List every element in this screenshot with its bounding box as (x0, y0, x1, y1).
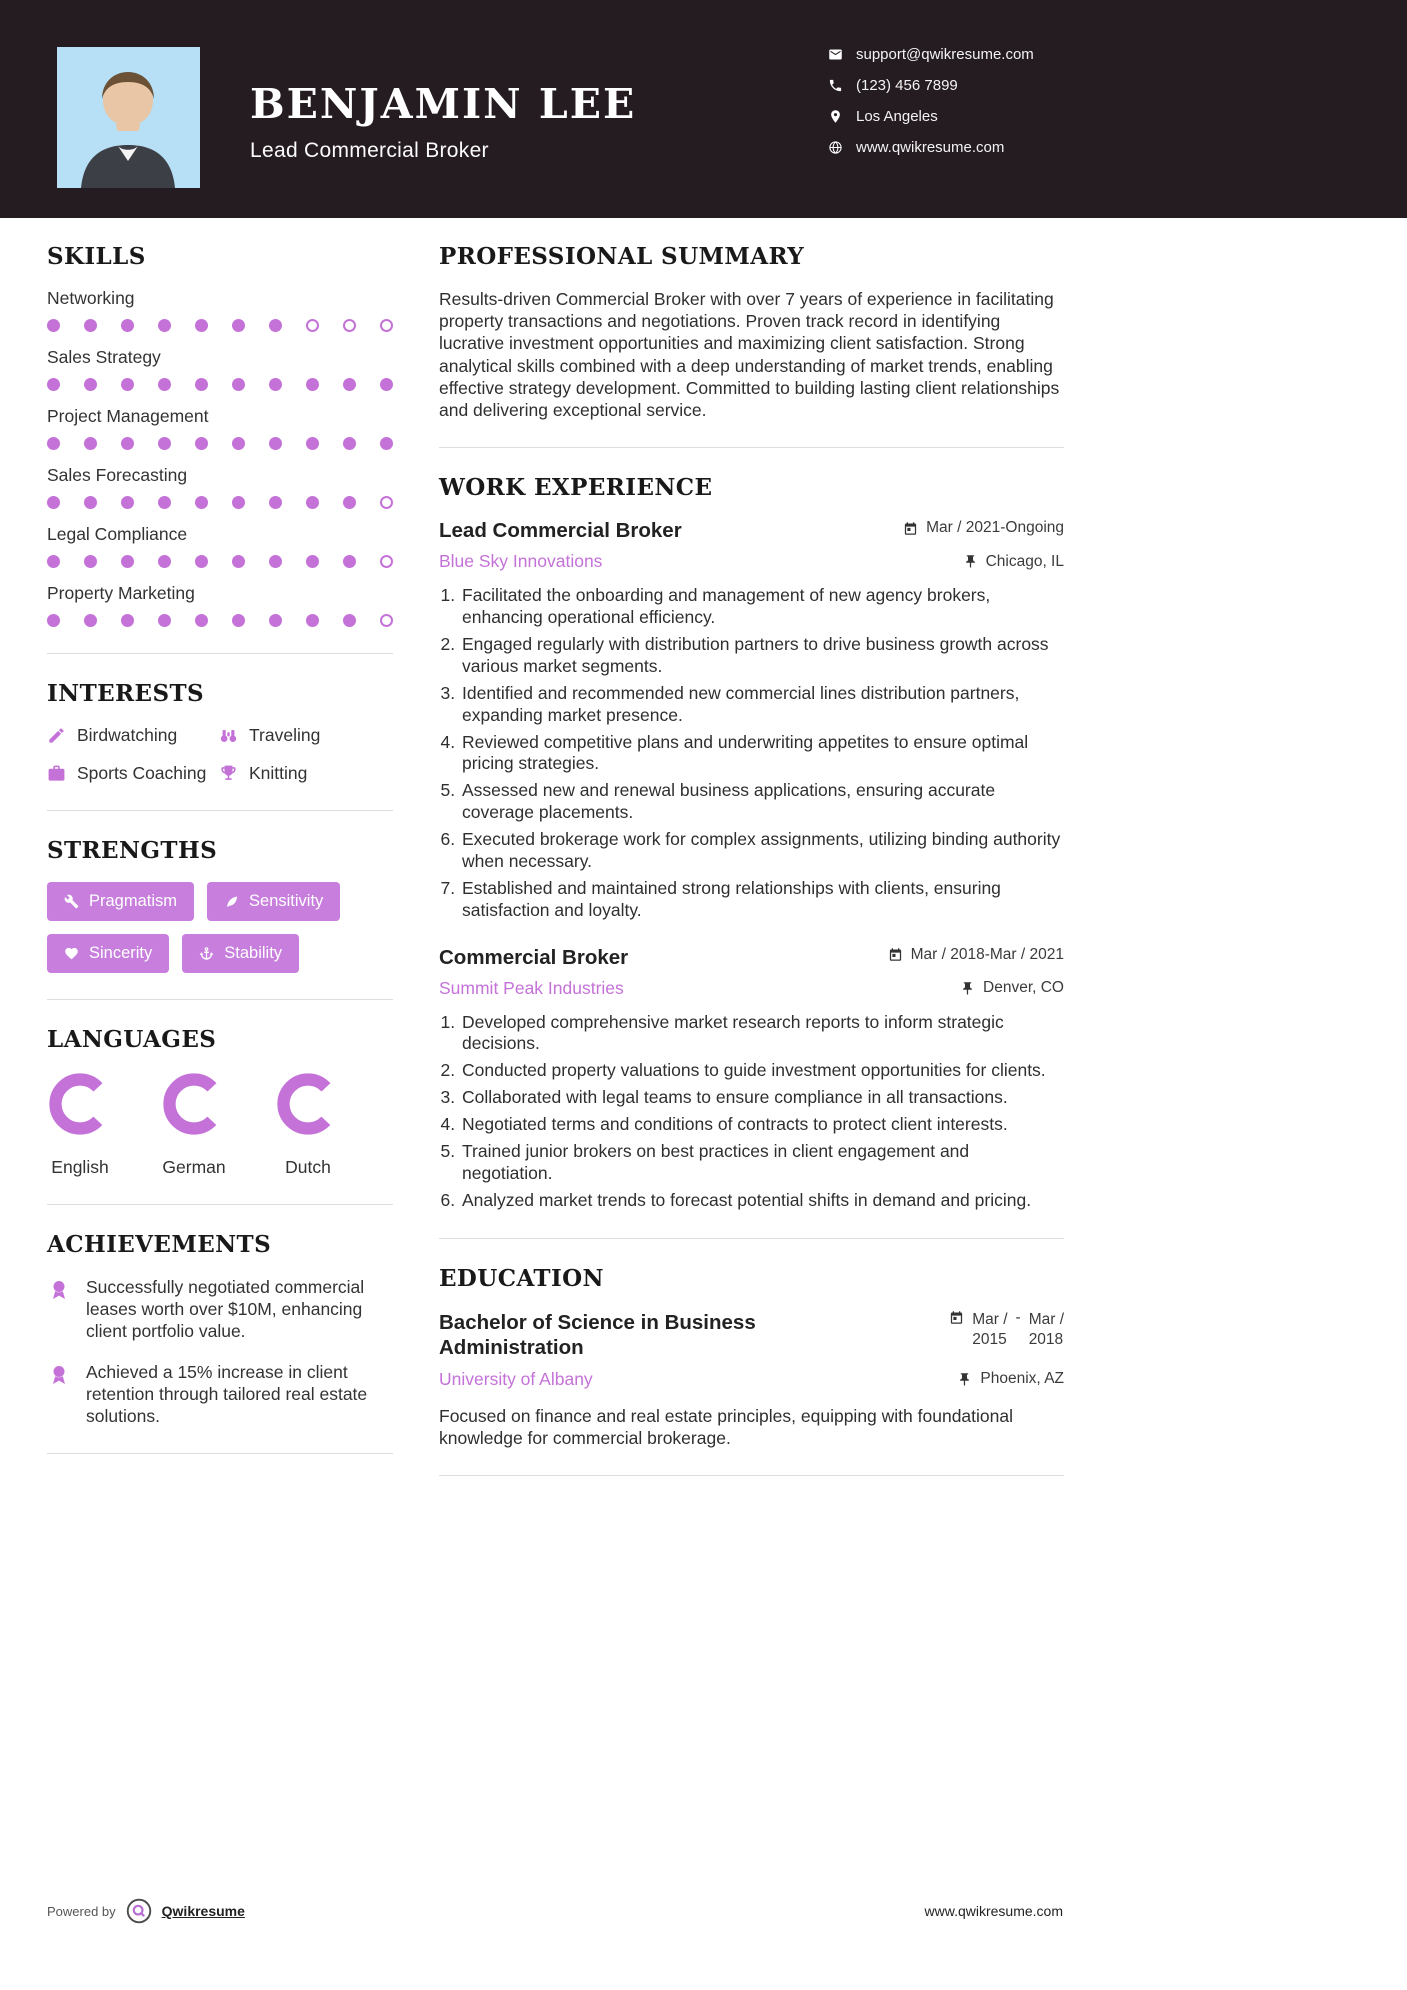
qwikresume-logo-icon (126, 1898, 152, 1924)
contact-text: (123) 456 7899 (856, 77, 958, 94)
skill-dot (121, 378, 134, 391)
experience-section (439, 474, 1064, 1211)
skill-item (47, 465, 393, 509)
strength-badge (47, 934, 169, 973)
skill-dot (158, 437, 171, 450)
achievement-text: Achieved a 15% increase in client retention through tailored real estate solutions. (86, 1361, 368, 1427)
achievements-section (47, 1231, 393, 1427)
contact-text: support@qwikresume.com (856, 46, 1034, 63)
interest-item (219, 725, 393, 746)
job-location (960, 979, 1064, 997)
heart-icon (64, 946, 79, 961)
job-company: Blue Sky Innovations (439, 551, 603, 572)
trophy-icon (219, 764, 238, 783)
language-label: German (162, 1157, 226, 1177)
mail-icon (828, 47, 843, 62)
skill-dot (232, 319, 245, 332)
skill-dot (195, 555, 208, 568)
job-title: Commercial Broker (439, 945, 629, 969)
interests-list (47, 725, 393, 784)
leaf-icon (224, 894, 239, 909)
language-arc-icon (275, 1071, 341, 1142)
name-block (250, 80, 636, 163)
date-line: Mar / (972, 1310, 1008, 1328)
skill-label: Sales Strategy (47, 347, 161, 367)
skill-dot (84, 437, 97, 450)
skill-dot (47, 555, 60, 568)
education-location-text: Phoenix, AZ (980, 1370, 1064, 1388)
languages-list (47, 1071, 393, 1178)
profile-photo (57, 47, 200, 188)
skill-item (47, 406, 393, 450)
skill-dot (232, 378, 245, 391)
skill-dot (121, 319, 134, 332)
contact-row (828, 108, 1034, 125)
right-column (439, 243, 1064, 1502)
job-bullet: 4. Negotiated terms and conditions of contracts to protect client interests. (460, 1114, 1064, 1136)
skill-dot (84, 496, 97, 509)
skill-rating (47, 378, 393, 391)
job-bullet: 1. Facilitated the onboarding and management of new agency brokers, enhancing operational efficiency. (460, 585, 1064, 629)
divider (47, 653, 393, 654)
skill-dot (121, 555, 134, 568)
anchor-icon (199, 946, 214, 961)
job-company: Summit Peak Industries (439, 977, 624, 998)
strength-label: Sensitivity (249, 892, 324, 910)
phone-icon (828, 78, 843, 93)
achievements-list (47, 1276, 393, 1427)
binoculars-icon (219, 726, 238, 745)
interest-item (219, 763, 393, 784)
contact-row (828, 139, 1034, 156)
medal-icon (47, 1278, 71, 1302)
job-date-text: Mar / 2018-Mar / 2021 (910, 945, 1064, 963)
job-bullet: 7. Established and maintained strong relationships with clients, ensuring satisfaction and loyalty. (460, 878, 1064, 922)
job-bullet: 2. Conducted property valuations to guide investment opportunities for clients. (460, 1060, 1064, 1082)
skill-dot (306, 496, 319, 509)
strengths-list (47, 882, 352, 973)
skill-rating (47, 555, 393, 568)
job-bullet: 1. Developed comprehensive market research reports to inform strategic decisions. (460, 1012, 1064, 1056)
job-date (888, 946, 1064, 964)
skill-dot (84, 614, 97, 627)
skill-dot (306, 378, 319, 391)
skill-dot (121, 614, 134, 627)
skill-dot (380, 437, 393, 450)
job-bullet: 4. Reviewed competitive plans and underwriting appetites to ensure optimal pricing strategies. (460, 732, 1064, 776)
calendar-icon (949, 1310, 964, 1325)
skill-dot (343, 555, 356, 568)
job-bullet: 6. Executed brokerage work for complex assignments, utilizing binding authority when necessary. (460, 829, 1064, 873)
job-sub (439, 551, 1064, 572)
skill-dot (380, 378, 393, 391)
job-bullet: 6. Analyzed market trends to forecast potential shifts in demand and pricing. (460, 1190, 1064, 1212)
language-arc-icon (47, 1071, 113, 1142)
job-bullet: 3. Collaborated with legal teams to ensure compliance in all transactions. (460, 1087, 1064, 1109)
skill-dot (84, 555, 97, 568)
job-entry (439, 519, 1064, 921)
job-bullets (439, 585, 1064, 921)
skill-item (47, 583, 393, 627)
language-label: Dutch (285, 1157, 331, 1177)
skill-dot (380, 319, 393, 332)
divider (439, 1238, 1064, 1239)
skill-dot (343, 437, 356, 450)
left-column (47, 243, 393, 1480)
achievements-heading: ACHIEVEMENTS (47, 1231, 272, 1258)
languages-section (47, 1026, 393, 1178)
skill-dot (343, 319, 356, 332)
languages-heading: LANGUAGES (47, 1026, 217, 1053)
date-line: 2018 (1028, 1330, 1064, 1348)
skill-label: Legal Compliance (47, 524, 188, 544)
skills-list (47, 288, 393, 627)
job-bullet: 2. Engaged regularly with distribution partners to drive business growth across various market segments. (460, 634, 1064, 678)
achievement-item (47, 1361, 393, 1428)
language-arc-icon (161, 1071, 227, 1142)
person-illustration (57, 47, 200, 188)
skill-item (47, 347, 393, 391)
language-item (161, 1071, 227, 1178)
pin-icon (960, 981, 975, 996)
job-bullet: 3. Identified and recommended new commercial lines distribution partners, expanding market presence. (460, 683, 1064, 727)
contact-row (828, 77, 1034, 94)
skill-dot (195, 496, 208, 509)
education-date-part (972, 1310, 1007, 1350)
header (0, 0, 1407, 218)
person-name: BENJAMIN LEE (250, 80, 637, 128)
powered-by-text: Powered by (47, 1903, 116, 1919)
education-head (439, 1310, 1064, 1361)
education-date-part (1029, 1310, 1064, 1350)
divider (47, 999, 393, 1000)
education-heading: EDUCATION (439, 1264, 604, 1292)
divider (47, 1453, 393, 1454)
contact-row (828, 46, 1034, 63)
skill-label: Sales Forecasting (47, 465, 188, 485)
strength-label: Stability (224, 944, 283, 962)
qwikresume-link[interactable]: Qwikresume (161, 1903, 245, 1919)
skill-dot (306, 319, 319, 332)
skill-rating (47, 437, 393, 450)
skill-dot (269, 614, 282, 627)
skill-dot (269, 378, 282, 391)
date-line: 2015 (972, 1330, 1007, 1348)
job-head (439, 519, 1064, 543)
skill-item (47, 524, 393, 568)
powered-by (47, 1898, 245, 1924)
skill-dot (158, 378, 171, 391)
education-description: Focused on finance and real estate principles, equipping with foundational knowledge for commercial brokerage. (439, 1405, 1013, 1449)
skill-rating (47, 319, 393, 332)
interest-label: Knitting (249, 763, 308, 783)
skill-dot (306, 555, 319, 568)
skill-dot (232, 555, 245, 568)
wrench-icon (64, 894, 79, 909)
language-item (275, 1071, 341, 1178)
pin-icon (957, 1372, 972, 1387)
calendar-icon (903, 521, 918, 536)
job-bullet: 5. Trained junior brokers on best practices in client engagement and negotiation. (460, 1141, 1064, 1185)
language-item (47, 1071, 113, 1178)
skill-dot (306, 437, 319, 450)
interests-section (47, 680, 393, 784)
job-date-text: Mar / 2021-Ongoing (926, 519, 1064, 537)
skills-heading: SKILLS (47, 243, 146, 270)
job-location-text: Denver, CO (983, 979, 1064, 997)
interest-label: Birdwatching (77, 725, 178, 745)
summary-text: Results-driven Commercial Broker with over 7 years of experience in facilitating property transactions and negotiations. Proven track record in identifying lucrative investment opportunities and maximizing client satisfaction. Strong analytical skills combined with a deep understanding of market trends, enabling effective strategy development. Committed to building lasting client relationships and delivering exceptional service. (439, 289, 1060, 421)
skill-dot (269, 496, 282, 509)
achievement-item (47, 1276, 393, 1343)
strength-badge (182, 934, 299, 973)
skill-label: Property Marketing (47, 583, 195, 603)
person-title: Lead Commercial Broker (250, 139, 489, 162)
skill-dot (158, 319, 171, 332)
divider (439, 1475, 1064, 1476)
skill-dot (47, 378, 60, 391)
bag-icon (47, 764, 66, 783)
job-location-text: Chicago, IL (985, 552, 1064, 570)
strength-label: Pragmatism (89, 892, 178, 910)
skill-rating (47, 496, 393, 509)
school-name: University of Albany (439, 1368, 593, 1389)
skill-dot (232, 614, 245, 627)
degree-title: Bachelor of Science in Business Administration (439, 1310, 756, 1360)
calendar-icon (888, 947, 903, 962)
job-location (963, 553, 1064, 571)
skill-dot (232, 437, 245, 450)
skill-dot (343, 496, 356, 509)
date-separator: - (1015, 1308, 1021, 1326)
interests-heading: INTERESTS (47, 680, 205, 707)
job-date (903, 519, 1064, 537)
footer (47, 1898, 1063, 1924)
skill-dot (84, 319, 97, 332)
footer-website: www.qwikresume.com (924, 1903, 1063, 1919)
strength-label: Sincerity (89, 944, 153, 962)
skill-dot (47, 319, 60, 332)
skill-dot (158, 614, 171, 627)
skill-dot (380, 614, 393, 627)
strength-badge (207, 882, 340, 921)
pen-icon (47, 726, 66, 745)
skill-dot (47, 437, 60, 450)
interest-label: Sports Coaching (77, 763, 207, 783)
skills-section (47, 243, 393, 627)
skill-dot (195, 319, 208, 332)
skill-dot (121, 496, 134, 509)
medal-icon (47, 1363, 71, 1387)
skill-dot (158, 555, 171, 568)
globe-icon (828, 140, 843, 155)
skill-dot (380, 555, 393, 568)
job-head (439, 946, 1064, 970)
divider (439, 447, 1064, 448)
education-location (957, 1370, 1064, 1388)
skill-dot (380, 496, 393, 509)
summary-section (439, 243, 1064, 421)
interest-item (47, 725, 219, 746)
achievement-text: Successfully negotiated commercial leases worth over $10M, enhancing client portfolio value. (86, 1277, 365, 1342)
skill-item (47, 288, 393, 332)
interest-item (47, 763, 219, 784)
skill-label: Project Management (47, 406, 209, 426)
experience-heading: WORK EXPERIENCE (439, 474, 713, 502)
contact-text: www.qwikresume.com (856, 139, 1005, 156)
job-sub (439, 978, 1064, 999)
skill-dot (343, 378, 356, 391)
education-date (949, 1310, 1064, 1350)
skill-dot (84, 378, 97, 391)
summary-heading: PROFESSIONAL SUMMARY (439, 243, 805, 270)
divider (47, 1204, 393, 1205)
skill-dot (121, 437, 134, 450)
divider (47, 810, 393, 811)
strengths-section (47, 837, 393, 973)
language-label: English (51, 1157, 109, 1177)
skill-dot (269, 437, 282, 450)
job-title: Lead Commercial Broker (439, 519, 682, 543)
job-entry (439, 946, 1064, 1212)
skill-dot (195, 614, 208, 627)
skill-label: Networking (47, 288, 135, 308)
pin-icon (963, 554, 978, 569)
job-bullet: 5. Assessed new and renewal business applications, ensuring accurate coverage placements. (460, 780, 1064, 824)
skill-rating (47, 614, 393, 627)
skill-dot (343, 614, 356, 627)
location-icon (828, 109, 843, 124)
skill-dot (269, 319, 282, 332)
job-bullets (439, 1012, 1064, 1212)
strength-badge (47, 882, 194, 921)
skill-dot (195, 378, 208, 391)
skill-dot (47, 496, 60, 509)
interest-label: Traveling (249, 725, 321, 745)
education-section (439, 1265, 1064, 1450)
skill-dot (232, 496, 245, 509)
strengths-heading: STRENGTHS (47, 837, 218, 864)
jobs-list (439, 519, 1064, 1211)
contact-list (828, 46, 1034, 156)
skill-dot (47, 614, 60, 627)
contact-text: Los Angeles (856, 108, 938, 125)
education-sub (439, 1369, 1064, 1390)
skill-dot (269, 555, 282, 568)
skill-dot (195, 437, 208, 450)
skill-dot (158, 496, 171, 509)
skill-dot (306, 614, 319, 627)
date-line: Mar / (1028, 1310, 1064, 1328)
